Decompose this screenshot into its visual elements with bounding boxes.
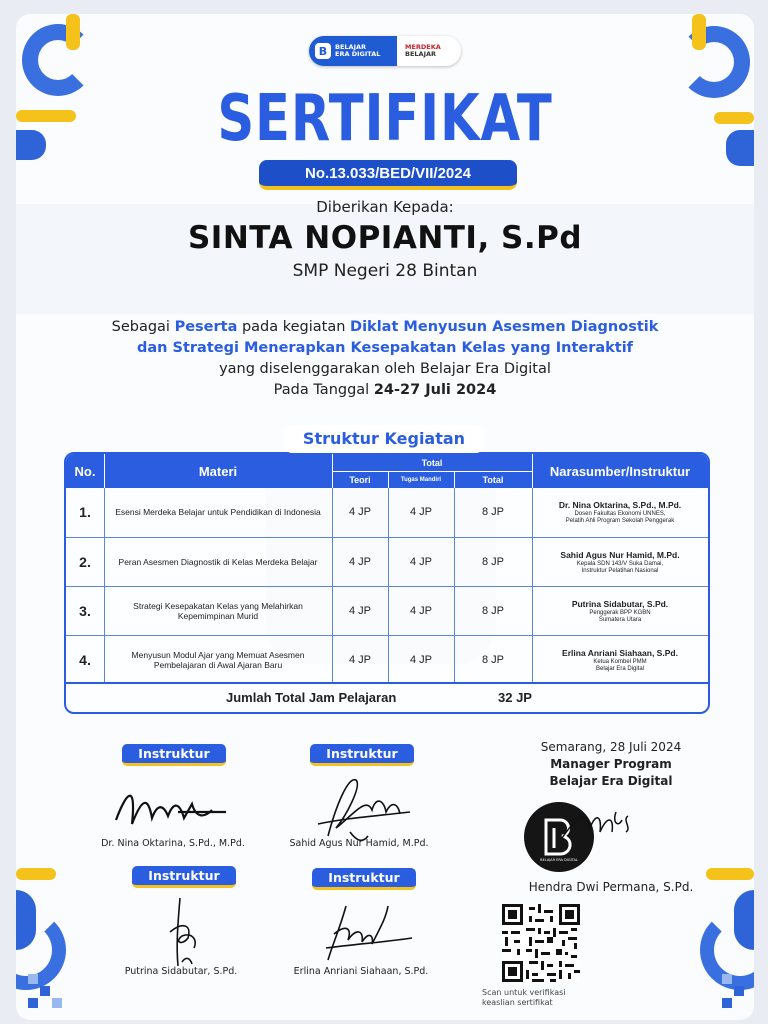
row-tugas: 4 JP	[409, 506, 432, 518]
row-materi: Menyusun Modul Ajar yang Memuat Asesmen Pembelajaran di Awal Ajaran Baru	[131, 650, 305, 670]
nara-info: Dosen Fakultas Ekonomi UNNES,	[574, 510, 666, 517]
table-row	[66, 488, 708, 537]
table-row	[66, 586, 708, 635]
partner-line1: MERDEKA	[405, 43, 441, 51]
row-narasumber	[532, 488, 708, 536]
nara-info: Kepala SDN 143/V Suka Damai,	[576, 560, 664, 567]
desc-organizer: yang diselenggarakan oleh Belajar Era Digital	[219, 361, 551, 377]
row-total: 8 JP	[481, 654, 504, 666]
desc-date-prefix: Pada Tanggal	[273, 382, 374, 398]
nara-name: Dr. Nina Oktarina, S.Pd., M.Pd.	[558, 499, 682, 510]
signature-1	[108, 778, 238, 838]
desc-text: Sebagai	[111, 319, 175, 335]
brand-logo-icon: B	[315, 43, 331, 59]
row-materi: Esensi Merdeka Belajar untuk Pendidikan di Indonesia	[115, 507, 321, 517]
signer-name-1: Dr. Nina Oktarina, S.Pd., M.Pd.	[101, 838, 245, 849]
desc-event-line2: dan Strategi Menerapkan Kesepakatan Kelas yang Interaktif	[136, 340, 633, 356]
recipient-institution: SMP Negeri 28 Bintan	[292, 261, 478, 281]
instructor-badge-4: Instruktur	[312, 868, 416, 890]
given-to-label: Diberikan Kepada:	[316, 198, 454, 216]
row-narasumber	[532, 636, 708, 684]
nara-info: Instruktur Pelatihan Nasional	[581, 567, 659, 574]
brand-line2: ERA DIGITAL	[335, 50, 381, 58]
row-total: 8 JP	[481, 556, 504, 568]
signature-3	[152, 892, 212, 972]
header-total-group: Total	[421, 458, 443, 468]
nara-info: Sumatera Utara	[598, 616, 642, 623]
row-tugas: 4 JP	[409, 605, 432, 617]
instructor-badge-1: Instruktur	[122, 744, 226, 766]
nara-info: Belajar Era Digital	[595, 665, 645, 672]
instructor-badge-2: Instruktur	[310, 744, 414, 766]
row-narasumber	[532, 538, 708, 586]
structure-title: Struktur Kegiatan	[284, 425, 484, 453]
nara-info: Ketua Kombel PMM	[593, 658, 647, 665]
header-teori: Teori	[349, 475, 371, 485]
certificate-title: SERTIFIKAT	[217, 82, 553, 156]
certificate-description	[16, 317, 754, 401]
row-total: 8 JP	[481, 506, 504, 518]
total-label: Jumlah Total Jam Pelajaran	[226, 690, 397, 705]
table-header	[66, 454, 708, 488]
desc-date: 24-27 Juli 2024	[373, 382, 497, 398]
structure-table	[64, 452, 710, 714]
row-teori: 4 JP	[348, 605, 371, 617]
signer-name-2: Sahid Agus Nur Hamid, M.Pd.	[289, 838, 429, 849]
signer-name-4: Erlina Anriani Siahaan, S.Pd.	[293, 966, 429, 977]
scan-instructions	[478, 988, 608, 1008]
scan-line-2: keaslian sertifikat	[482, 998, 553, 1007]
table-row	[66, 635, 708, 682]
table-total-row	[66, 682, 708, 712]
row-teori: 4 JP	[348, 654, 371, 666]
stamp-text: BELAJAR ERA DIGITAL	[540, 858, 578, 862]
nara-info: Penggerak BPP KGBN	[589, 609, 651, 616]
header-narasumber: Narasumber/Instruktur	[549, 463, 691, 479]
header-materi: Materi	[198, 463, 238, 479]
header-total: Total	[482, 475, 504, 485]
nara-info: Pelatih Ahli Program Sekolah Penggerak	[565, 517, 675, 524]
recipient-name: SINTA NOPIANTI, S.Pd	[187, 220, 583, 256]
desc-text-2: pada kegiatan	[237, 319, 351, 335]
brand-belajar-era-digital	[309, 36, 397, 66]
instructor-badge-3: Instruktur	[132, 866, 236, 888]
certificate-number: No.13.033/BED/VII/2024	[259, 160, 517, 190]
header-no: No.	[74, 463, 96, 479]
row-tugas: 4 JP	[409, 654, 432, 666]
row-teori: 4 JP	[348, 556, 371, 568]
signature-4	[316, 894, 426, 966]
manager-title-2: Belajar Era Digital	[549, 774, 673, 788]
row-narasumber	[532, 587, 708, 635]
header-brand-badge	[309, 36, 461, 66]
header-tugas: Tugas Mandiri	[400, 477, 442, 483]
row-no: 1.	[79, 504, 91, 520]
row-tugas: 4 JP	[409, 556, 432, 568]
brand-line1: BELAJAR	[335, 43, 367, 51]
scan-line-1: Scan untuk verifikasi	[482, 988, 566, 997]
manager-title-1: Manager Program	[550, 757, 672, 771]
row-total: 8 JP	[481, 605, 504, 617]
signer-name-3: Putrina Sidabutar, S.Pd.	[124, 966, 238, 977]
desc-role: Peserta	[174, 319, 238, 335]
qr-code-icon	[502, 904, 580, 982]
brand-merdeka-belajar	[397, 44, 441, 58]
partner-line2: BELAJAR	[405, 50, 437, 58]
desc-event-line1: Diklat Menyusun Asesmen Diagnostik	[350, 319, 659, 335]
row-materi: Strategi Kesepakatan Kelas yang Melahirkan Kepemimpinan Murid	[133, 601, 303, 621]
nara-name: Putrina Sidabutar, S.Pd.	[571, 598, 669, 609]
nara-name: Sahid Agus Nur Hamid, M.Pd.	[560, 549, 680, 560]
total-value: 32 JP	[498, 690, 532, 705]
verification-qr-code[interactable]	[502, 904, 580, 982]
certificate	[16, 14, 754, 1020]
row-no: 3.	[79, 603, 91, 619]
row-no: 2.	[79, 554, 91, 570]
row-no: 4.	[79, 652, 91, 668]
manager-name: Hendra Dwi Permana, S.Pd.	[528, 880, 694, 894]
table-row	[66, 537, 708, 586]
manager-signature	[556, 798, 646, 858]
signature-2	[306, 766, 416, 846]
corner-decoration-bottom-left	[16, 864, 126, 1020]
row-materi: Peran Asesmen Diagnostik di Kelas Merdeka Belajar	[118, 557, 318, 567]
row-teori: 4 JP	[348, 506, 371, 518]
place-date: Semarang, 28 Juli 2024	[540, 740, 682, 754]
nara-name: Erlina Anriani Siahaan, S.Pd.	[562, 647, 678, 658]
